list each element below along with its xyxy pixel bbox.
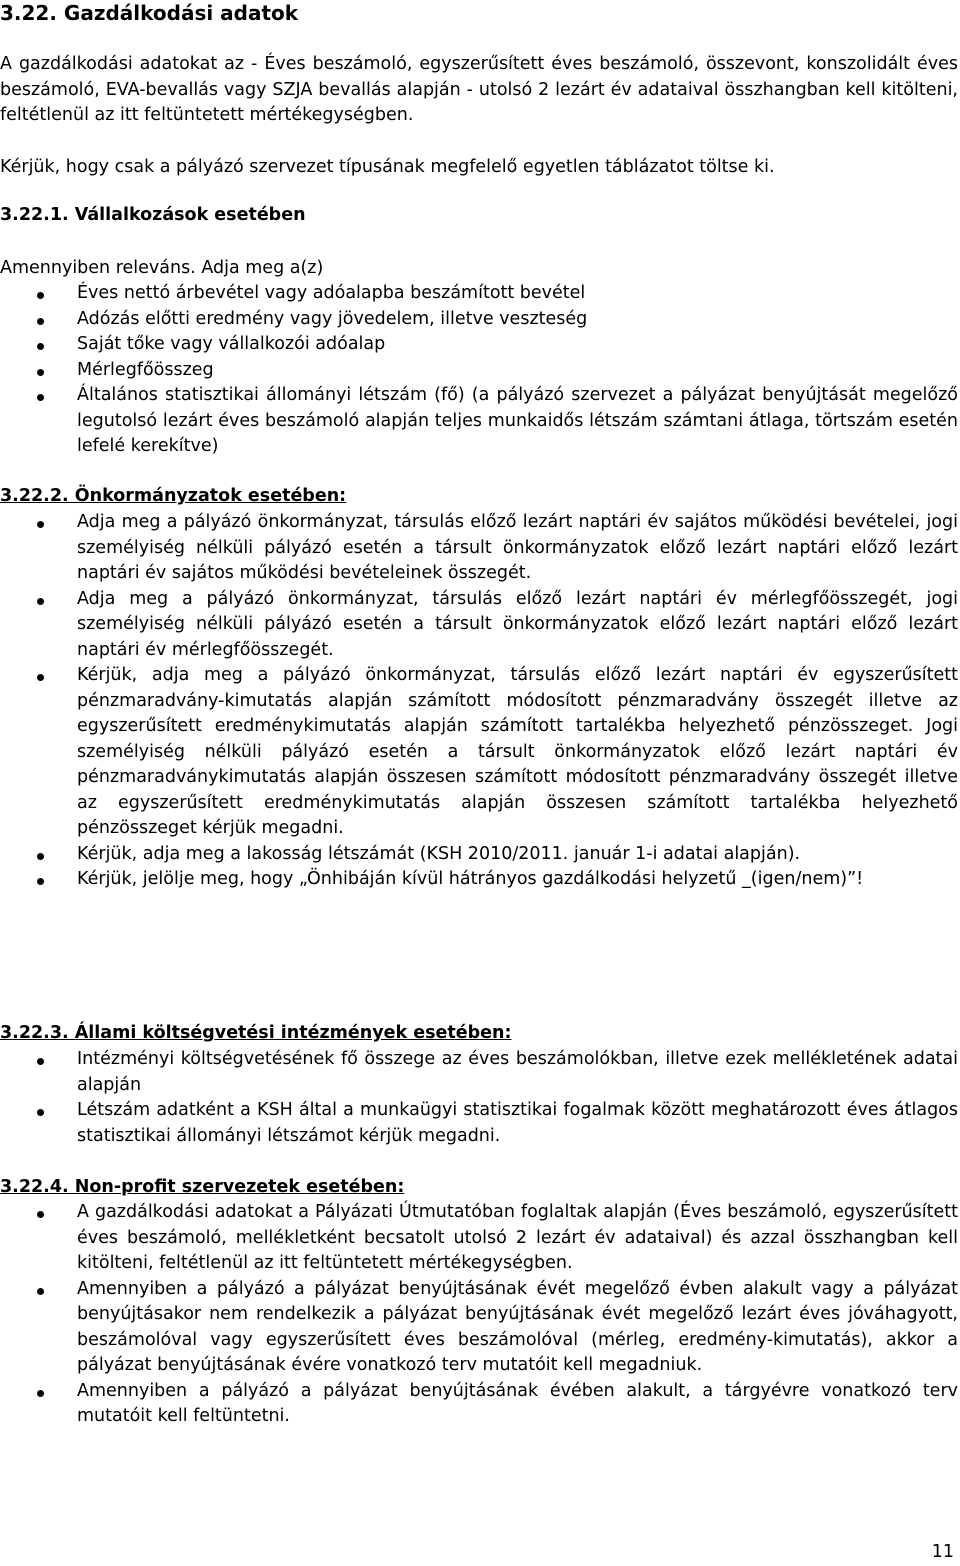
list-item: Adja meg a pályázó önkormányzat, társulás előző lezárt naptári év sajátos működési bevételei, jogi személyiség nélküli pályázó esetén a társult önkormányzatok előző lezárt naptári előző lezárt naptári év sajátos működési bevételeinek összegét. [0, 510, 958, 587]
list-item: Amennyiben a pályázó a pályázat benyújtásának évét megelőző évben alakult vagy a pályázat benyújtásakor nem rendelkezik a pályázat benyújtásának évét megelőző lezárt éves jóváhagyott, beszámolóval vagy egyszerűsített éves beszámolóval (mérleg, eredmény-kimutatás), akkor a pályázat benyújtásának évére vonatkozó terv mutatóit kell megadniuk. [0, 1277, 958, 1379]
list-item: Kérjük, adja meg a pályázó önkormányzat, társulás előző lezárt naptári év egyszerűsített pénzmaradvány-kimutatás alapján számított módosított pénzmaradvány összegét illetve az egyszerűsített eredménykimutatás alapján számított tartalékba helyezhető pénzösszeget. Jogi személyiség nélküli pályázó esetén a társult önkormányzatok előző lezárt naptári év pénzmaradványkimutatás alapján összesen számított módosított pénzmaradvány összegét illetve az egyszerűsített eredménykimutatás alapján összesen számított tartalékba helyezhető pénzösszeget kérjük megadni. [0, 663, 958, 842]
bullet-icon [37, 343, 44, 350]
bullet-icon [37, 318, 44, 325]
bullet-icon [37, 1211, 44, 1218]
bullet-icon [37, 394, 44, 401]
list-item: Kérjük, jelölje meg, hogy „Önhibáján kívül hátrányos gazdálkodási helyzetű _(igen/nem)”! [0, 867, 958, 893]
page-number: 11 [931, 1542, 954, 1562]
bullet-icon [37, 1390, 44, 1397]
list-item: Általános statisztikai állományi létszám (fő) (a pályázó szervezet a pályázat benyújtását megelőző legutolsó lezárt éves beszámoló alapján teljes munkaidős létszám számtani átlaga, törtszám esetén lefelé kerekítve) [0, 383, 958, 460]
bullet-icon [37, 1288, 44, 1295]
list-item: Mérlegfőösszeg [0, 358, 958, 384]
subsection-title-3: 3.22.3. Állami költségvetési intézmények esetében: [0, 1023, 512, 1043]
list-item: Adózás előtti eredmény vagy jövedelem, illetve veszteség [0, 307, 958, 333]
subsection-4-list [0, 1200, 958, 1430]
section-title: 3.22. Gazdálkodási adatok [0, 1, 299, 25]
bullet-icon [37, 1058, 44, 1065]
bullet-icon [37, 674, 44, 681]
list-item: Intézményi költségvetésének fő összege az éves beszámolókban, illetve ezek mellékletének adatai alapján [0, 1047, 958, 1098]
subsection-1-lead: Amennyiben releváns. Adja meg a(z) [0, 258, 324, 278]
bullet-icon [37, 853, 44, 860]
list-item: Adja meg a pályázó önkormányzat, társulás előző lezárt naptári év mérlegfőösszegét, jogi személyiség nélküli pályázó esetén a társult önkormányzatok előző lezárt naptári előző lezárt naptári év mérlegfőösszegét. [0, 587, 958, 664]
list-item: A gazdálkodási adatokat a Pályázati Útmutatóban foglaltak alapján (Éves beszámoló, egyszerűsített éves beszámoló, mellékletként becsatolt utolsó 2 lezárt év adataival) és azzal összhangban kell kitölteni, feltétlenül az itt feltüntetett mértékegységben. [0, 1200, 958, 1277]
list-item: Saját tőke vagy vállalkozói adóalap [0, 332, 958, 358]
list-item: Létszám adatként a KSH által a munkaügyi statisztikai fogalmak között meghatározott éves átlagos statisztikai állományi létszámot kérjük megadni. [0, 1098, 958, 1149]
bullet-icon [37, 878, 44, 885]
list-item: Éves nettó árbevétel vagy adóalapba beszámított bevétel [0, 281, 958, 307]
bullet-icon [37, 598, 44, 605]
subsection-title-1: 3.22.1. Vállalkozások esetében [0, 205, 306, 225]
list-item: Kérjük, adja meg a lakosság létszámát (KSH 2010/2011. január 1-i adatai alapján). [0, 842, 958, 868]
subsection-2-list [0, 510, 958, 893]
subsection-title-4: 3.22.4. Non-profit szervezetek esetében: [0, 1177, 405, 1197]
bullet-icon [37, 369, 44, 376]
subsection-3-list [0, 1047, 958, 1149]
instruction-paragraph: Kérjük, hogy csak a pályázó szervezet típusának megfelelő egyetlen táblázatot töltse ki. [0, 157, 775, 177]
bullet-icon [37, 292, 44, 299]
list-item: Amennyiben a pályázó a pályázat benyújtásának évében alakult, a tárgyévre vonatkozó terv mutatóit kell feltüntetni. [0, 1379, 958, 1430]
subsection-title-2: 3.22.2. Önkormányzatok esetében: [0, 486, 347, 506]
subsection-1-list [0, 281, 958, 460]
bullet-icon [37, 1109, 44, 1116]
bullet-icon [37, 521, 44, 528]
intro-paragraph: A gazdálkodási adatokat az - Éves beszámoló, egyszerűsített éves beszámoló, összevont, konszolidált éves beszámoló, EVA-bevallás vagy SZJA bevallás alapján - utolsó 2 lezárt év adataival összhangban kell kitölteni, feltétlenül az itt feltüntetett mértékegységben. [0, 54, 958, 125]
